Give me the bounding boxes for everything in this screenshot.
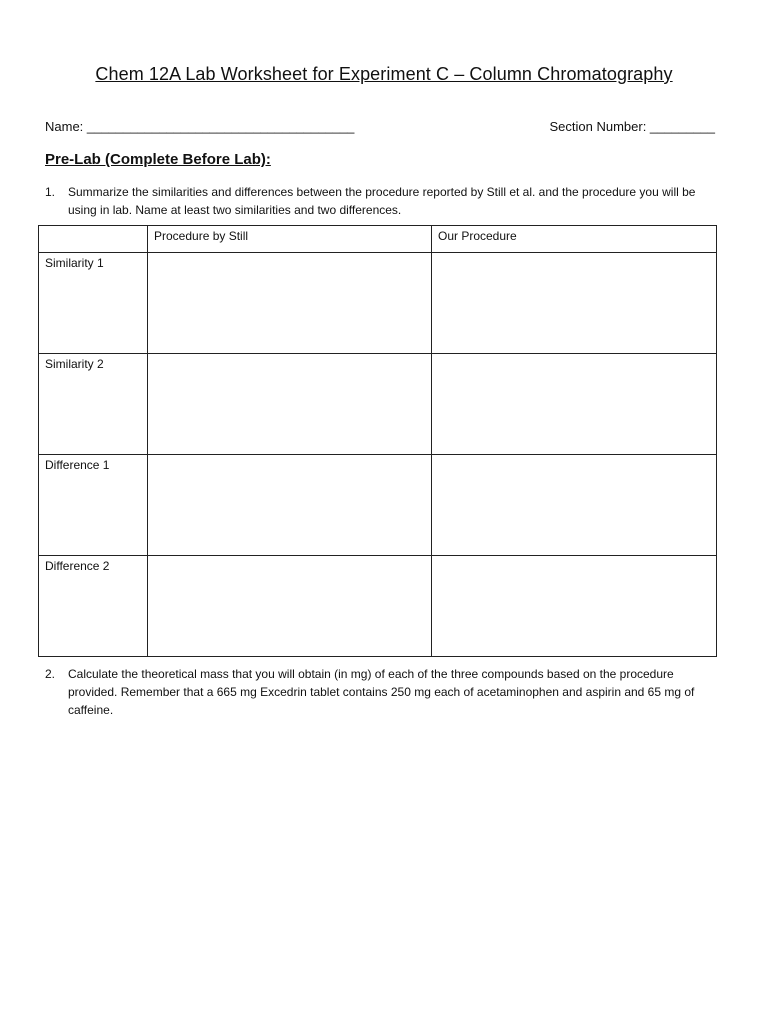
table-header-row	[39, 226, 717, 253]
worksheet-title: Chem 12A Lab Worksheet for Experiment C – Column Chromatography	[95, 64, 673, 84]
question-text: Calculate the theoretical mass that you will obtain (in mg) of each of the three compounds based on the procedure provided. Remember that a 665 mg Excedrin tablet contains 250 mg each of acetaminophen and aspirin and 65 mg of caffeine.	[68, 667, 695, 717]
row-label-difference-2: Difference 2	[39, 556, 148, 657]
comparison-table	[38, 225, 717, 657]
header-our-procedure: Our Procedure	[432, 226, 717, 253]
name-section-row	[45, 119, 715, 134]
answer-cell-ours[interactable]	[432, 354, 717, 455]
section-number-field[interactable]: Section Number: _________	[549, 119, 715, 134]
question-1	[45, 183, 721, 219]
table-row	[39, 253, 717, 354]
name-field[interactable]: Name: _____________________________________	[45, 119, 355, 134]
answer-cell-still[interactable]	[148, 455, 432, 556]
prelab-heading: Pre-Lab (Complete Before Lab):	[45, 151, 271, 168]
table-row	[39, 354, 717, 455]
question-number: 1.	[45, 185, 56, 199]
table-row	[39, 455, 717, 556]
answer-cell-ours[interactable]	[432, 455, 717, 556]
header-cell-empty	[39, 226, 148, 253]
question-text: Summarize the similarities and differences between the procedure reported by Still et al. and the procedure you will be using in lab. Name at least two similarities and two differences.	[68, 185, 696, 217]
row-label-similarity-2: Similarity 2	[39, 354, 148, 455]
header-procedure-by-still: Procedure by Still	[148, 226, 432, 253]
row-label-similarity-1: Similarity 1	[39, 253, 148, 354]
answer-cell-still[interactable]	[148, 253, 432, 354]
answer-cell-ours[interactable]	[432, 556, 717, 657]
question-number: 2.	[45, 667, 56, 681]
answer-cell-ours[interactable]	[432, 253, 717, 354]
answer-cell-still[interactable]	[148, 354, 432, 455]
answer-cell-still[interactable]	[148, 556, 432, 657]
question-2	[45, 665, 721, 719]
row-label-difference-1: Difference 1	[39, 455, 148, 556]
table-row	[39, 556, 717, 657]
